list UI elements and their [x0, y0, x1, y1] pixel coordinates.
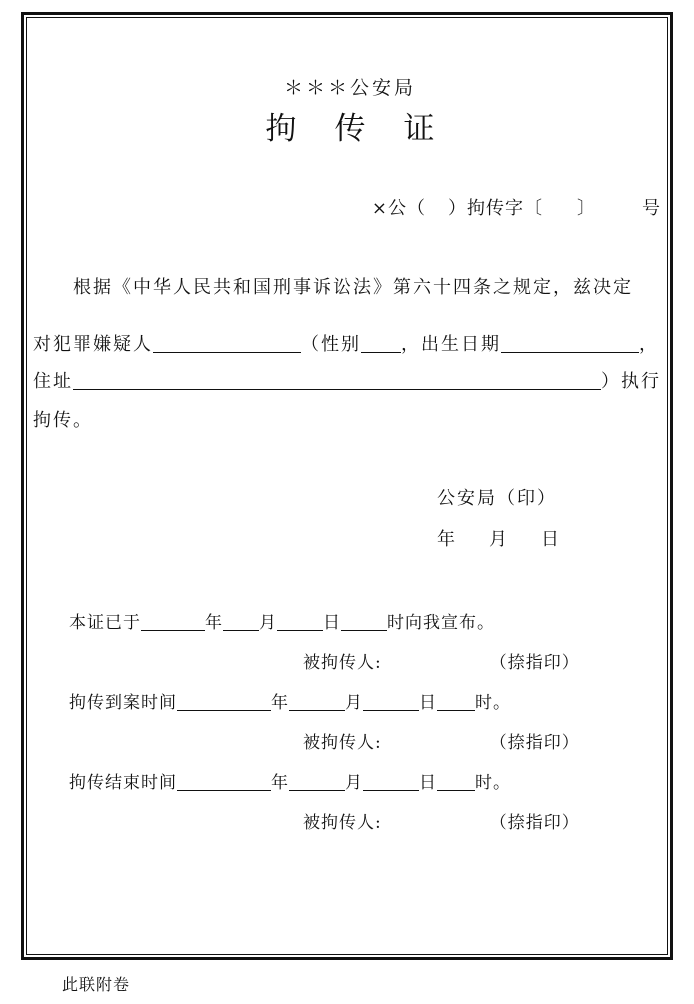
arrival-day-blank [363, 692, 419, 711]
suspect-label: 对犯罪嫌疑人 [33, 334, 153, 355]
arrival-day-label: 日 [419, 693, 437, 713]
notice-prefix: 本证已于 [69, 613, 141, 633]
end-year-label: 年 [271, 773, 289, 793]
notice-year-blank [141, 612, 205, 631]
gender-blank [361, 334, 401, 353]
body-line-3 [33, 367, 661, 393]
execute-label: ）执行 [601, 371, 661, 392]
doc-number-prefix: ×公（ [371, 198, 426, 219]
end-month-label: 月 [345, 773, 363, 793]
seal-year-label: 年 [437, 529, 457, 550]
doc-number-bracket-close: 〕 [577, 198, 596, 219]
end-prefix: 拘传结束时间 [69, 773, 177, 793]
document-border [21, 12, 673, 960]
suspect-name-blank [153, 334, 301, 353]
signature-1 [303, 648, 580, 673]
doc-number-suffix: 号 [642, 198, 661, 219]
thumbprint-label: （捺指印） [489, 653, 580, 673]
arrival-prefix: 拘传到案时间 [69, 693, 177, 713]
doc-number-middle: ）拘传字〔 [448, 198, 543, 219]
notice-day-label: 日 [323, 613, 341, 633]
seal-day-label: 日 [541, 529, 561, 550]
address-label: 住址 [33, 371, 73, 392]
document-inner-border [26, 17, 668, 955]
footer-note: 此联附卷 [62, 975, 131, 994]
notice-month-label: 月 [259, 613, 277, 633]
end-month-blank [289, 772, 345, 791]
signature-2 [303, 728, 580, 753]
comma: ， [639, 334, 659, 355]
thumbprint-label: （捺指印） [489, 733, 580, 753]
arrival-line [69, 688, 511, 713]
page-title: 拘传证 [265, 111, 473, 147]
seal-date [437, 525, 561, 551]
signature-label: 被拘传人: [303, 653, 382, 673]
end-hour-blank [437, 772, 475, 791]
body-line-4: 拘传。 [33, 410, 93, 431]
notice-suffix: 时向我宣布。 [387, 613, 495, 633]
notice-day-blank [277, 612, 323, 631]
body-line-1: 根据《中华人民共和国刑事诉讼法》第六十四条之规定，兹决定 [73, 277, 633, 298]
end-day-blank [363, 772, 419, 791]
notice-year-label: 年 [205, 613, 223, 633]
notice-hour-blank [341, 612, 387, 631]
end-year-blank [177, 772, 271, 791]
document-number [372, 194, 661, 220]
address-blank [73, 371, 601, 390]
signature-label: 被拘传人: [303, 733, 382, 753]
end-line [69, 768, 511, 793]
end-day-label: 日 [419, 773, 437, 793]
birthdate-blank [501, 334, 639, 353]
birthdate-label: ，出生日期 [401, 334, 501, 355]
seal-month-label: 月 [489, 529, 509, 550]
seal-office: 公安局（印） [437, 488, 557, 509]
arrival-year-label: 年 [271, 693, 289, 713]
notice-line [69, 608, 495, 633]
arrival-month-label: 月 [345, 693, 363, 713]
arrival-suffix: 时。 [475, 693, 511, 713]
arrival-hour-blank [437, 692, 475, 711]
arrival-month-blank [289, 692, 345, 711]
signature-label: 被拘传人: [303, 813, 382, 833]
agency-name: ＊＊＊公安局 [283, 77, 416, 99]
thumbprint-label: （捺指印） [489, 813, 580, 833]
body-line-2 [33, 330, 659, 356]
end-suffix: 时。 [475, 773, 511, 793]
notice-month-blank [223, 612, 259, 631]
arrival-year-blank [177, 692, 271, 711]
signature-3 [303, 808, 580, 833]
gender-label: （性别 [301, 334, 361, 355]
